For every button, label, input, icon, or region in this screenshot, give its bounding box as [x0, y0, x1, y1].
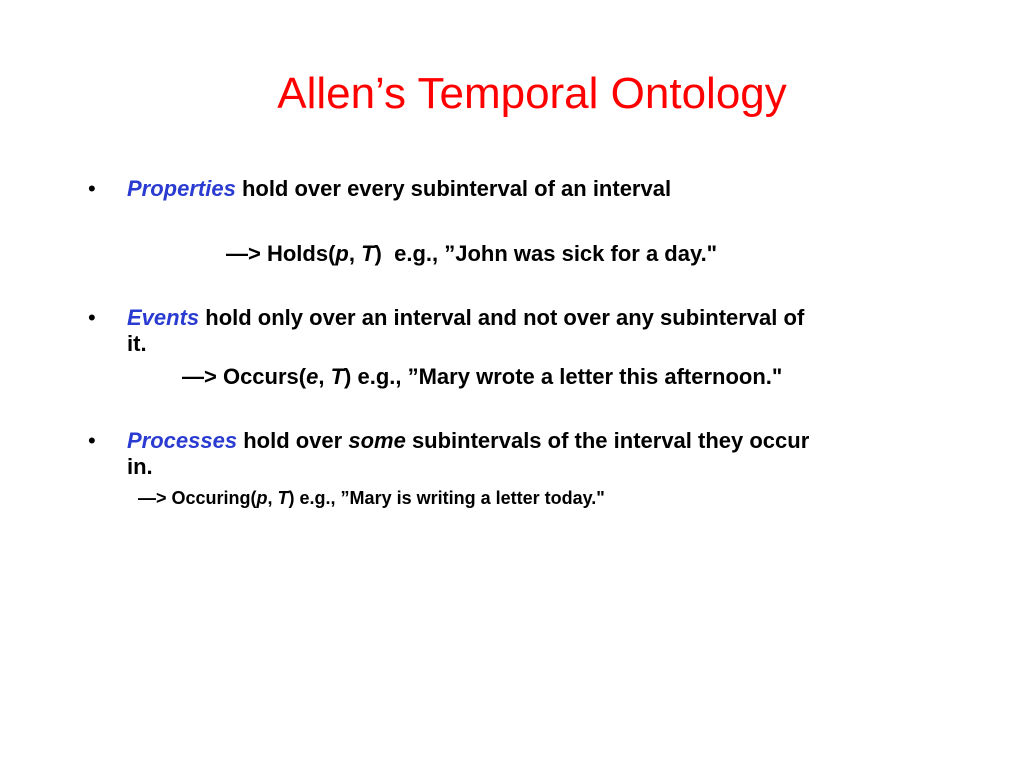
- bullet-3-term: Processes: [127, 428, 238, 453]
- bullet-2-example-arg2: T: [330, 364, 345, 389]
- bullet-2-term: Events: [127, 305, 200, 330]
- bullet-1-marker: •: [88, 176, 96, 201]
- bullet-3-example-arg2: T: [277, 488, 289, 508]
- bullet-3-example: [138, 487, 605, 509]
- bullet-3-example-sep: ,: [267, 488, 278, 508]
- bullet-3-example-func: —> Occuring(: [138, 488, 257, 508]
- bullet-3-continuation: in.: [127, 454, 153, 479]
- bullet-2-marker: •: [88, 305, 96, 330]
- bullet-2-example-arg1: e: [306, 364, 319, 389]
- bullet-1-example-func: —> Holds(: [226, 241, 336, 266]
- bullet-3-example-text: e.g., ”Mary is writing a letter today.": [294, 488, 605, 508]
- bullet-3-text-after: subintervals of the interval they occur: [405, 428, 810, 453]
- bullet-2-example-close: ): [344, 364, 352, 389]
- bullet-2-text: hold only over an interval and not over any subinterval of: [199, 305, 805, 330]
- bullet-1-example-sep: ,: [348, 241, 362, 266]
- bullet-2-example: [182, 364, 782, 390]
- bullet-3-example-close: ): [288, 488, 295, 508]
- bullet-3-emphasis: some: [348, 428, 406, 453]
- bullet-1-example-text: e.g., ”John was sick for a day.": [381, 241, 718, 266]
- bullet-3-text-before: hold over: [237, 428, 349, 453]
- bullet-2-line: [127, 305, 804, 331]
- bullet-1-line: [127, 176, 671, 202]
- bullet-2-continuation: it.: [127, 331, 147, 356]
- bullet-1-example-arg2: T: [361, 241, 375, 266]
- bullet-2-example-text: e.g., ”Mary wrote a letter this afternoon.": [351, 364, 783, 389]
- bullet-1-text: hold over every subinterval of an interval: [235, 176, 672, 201]
- bullet-2-example-sep: ,: [318, 364, 331, 389]
- bullet-3-marker: •: [88, 428, 96, 453]
- bullet-1-term: Properties: [127, 176, 236, 201]
- bullet-3-example-arg1: p: [256, 488, 268, 508]
- bullet-3-line: [127, 428, 809, 454]
- bullet-1-example: [226, 241, 717, 267]
- bullet-1-example-close: ): [374, 241, 382, 266]
- bullet-1-example-arg1: p: [335, 241, 349, 266]
- bullet-2-example-func: —> Occurs(: [182, 364, 307, 389]
- slide-title: Allen’s Temporal Ontology: [277, 69, 787, 118]
